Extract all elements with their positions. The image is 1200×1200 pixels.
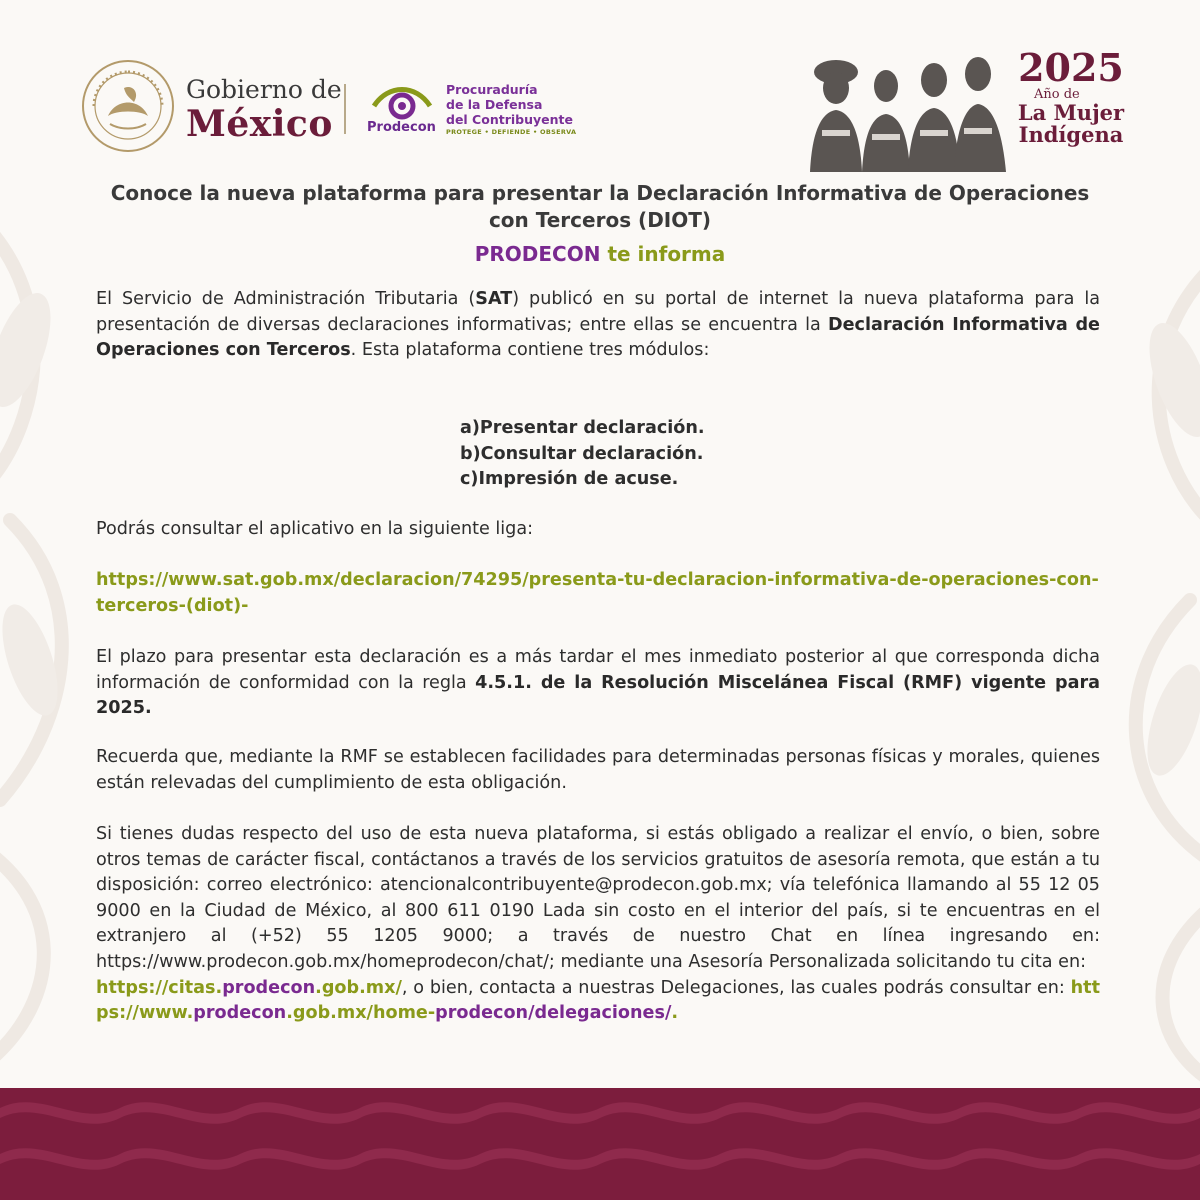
page-subtitle [110,241,1090,268]
intro-text-1: El Servicio de Administración Tributaria ( [96,289,476,309]
contact-paragraph [96,822,1100,1027]
gob-logo-line2: México [186,103,333,145]
year-number: 2025 [1018,45,1124,90]
subtitle-te-informa: te informa [607,242,726,266]
prodecon-tagline: PROTEGE • DEFIENDE • OBSERVA [446,128,577,136]
deadline-paragraph [96,645,1100,722]
module-item: a)Presentar declaración. [460,418,705,438]
modules-list [460,416,705,493]
sat-declaration-link[interactable]: https://www.sat.gob.mx/declaracion/74295/presenta-tu-declaracion-informativa-de-operaciones-con-terceros-(diot)- [96,570,1099,616]
sat-link-paragraph [96,568,1100,619]
intro-paragraph [96,287,1100,364]
year-la-mujer: La Mujer [1017,100,1125,125]
prodecon-logo-name: Prodecon [367,120,436,135]
del-link-part2: prodecon [193,1003,287,1024]
prodecon-full-name [446,82,576,137]
logo-divider [344,84,346,134]
page-title: Conoce la nueva plataforma para presentar la Declaración Informativa de Operaciones con Terceros (DIOT) [110,181,1090,232]
del-link-part6: . [671,1003,679,1024]
contact-text: Si tienes dudas respecto del uso de esta nueva plataforma, si estás obligado a realizar el envío, o bien, sobre otros temas de carácter fiscal, contáctanos a través de los servicios gratuitos de asesoría remota, que están a tu disposición: correo electrónico: atencionalcontribuyente@prodecon.gob.mx; vía telefónica llamando al 55 12 05 9000 en la Ciudad de México, al 800 611 0190 Lada sin costo en el interior del país, si te encuentras en el extranjero al (+52) 55 1205 9000; a través de nuestro Chat en línea ingresando en: https://www.prodecon.gob.mx/homeprodecon/chat/; mediante una Asesoría Personalizada solicitando tu cita en: [96,824,1100,972]
del-link-part4: prodecon [435,1003,529,1024]
contact-text-2: , o bien, contacta a nuestras Delegaciones, las cuales podrás consultar en: [401,977,1071,998]
intro-bold-diot: Declaración Informativa de Operaciones con Terceros [96,314,1100,361]
del-link-part5: /delegaciones/ [528,1003,672,1024]
deadline-text: El plazo para presentar esta declaración es a más tardar el mes inmediato posterior al que corresponda dicha información de conformidad con la regla [96,647,1100,693]
citas-link-part3: .gob.mx/ [315,977,402,998]
gobierno-de-mexico-logo [186,76,342,144]
page-header [0,0,1200,170]
del-link-part3: .gob.mx/home- [286,1003,436,1024]
footer-band [0,1088,1200,1200]
indigenous-women-illustration [800,30,1008,172]
prodecon-full-line2: de la Defensa [446,97,543,112]
intro-bold-sat: SAT [475,289,513,309]
citas-link-part2: prodecon [222,977,316,998]
prodecon-eye-icon [370,82,434,124]
prodecon-full-line3: del Contribuyente [446,112,573,127]
citas-link-part1: https://citas. [96,977,223,998]
intro-text-2: ) publicó en su portal de internet la nueva plataforma para la presentación de diversas declaraciones informativas; entre ellas se encuentra la [96,289,1100,335]
year-of-indigenous-woman-logo [1016,45,1126,147]
year-indigena: Indígena [1018,122,1124,147]
subtitle-prodecon: PRODECON [474,242,601,266]
intro-text-3: . Esta plataforma contiene tres módulos: [350,340,710,361]
mexico-seal-icon [80,58,176,154]
deadline-bold-rule: 4.5.1. de la Resolución Miscelánea Fiscal (RMF) vigente para 2025. [96,672,1100,719]
footer-pattern [0,1088,1200,1200]
rmf-paragraph: Recuerda que, mediante la RMF se establecen facilidades para determinadas personas físicas y morales, quienes están relevadas del cumplimiento de esta obligación. [96,747,1100,793]
year-ano-de: Año de [1034,87,1080,102]
del-link-part1: https://www. [96,977,1100,1024]
prodecon-full-line1: Procuraduría [446,82,538,97]
citas-link[interactable] [96,978,402,998]
module-item: c)Impresión de acuse. [460,469,679,490]
module-item: b)Consultar declaración. [460,443,704,464]
gob-logo-line1: Gobierno de [186,75,342,104]
consult-paragraph: Podrás consultar el aplicativo en la siguiente liga: [96,519,534,539]
